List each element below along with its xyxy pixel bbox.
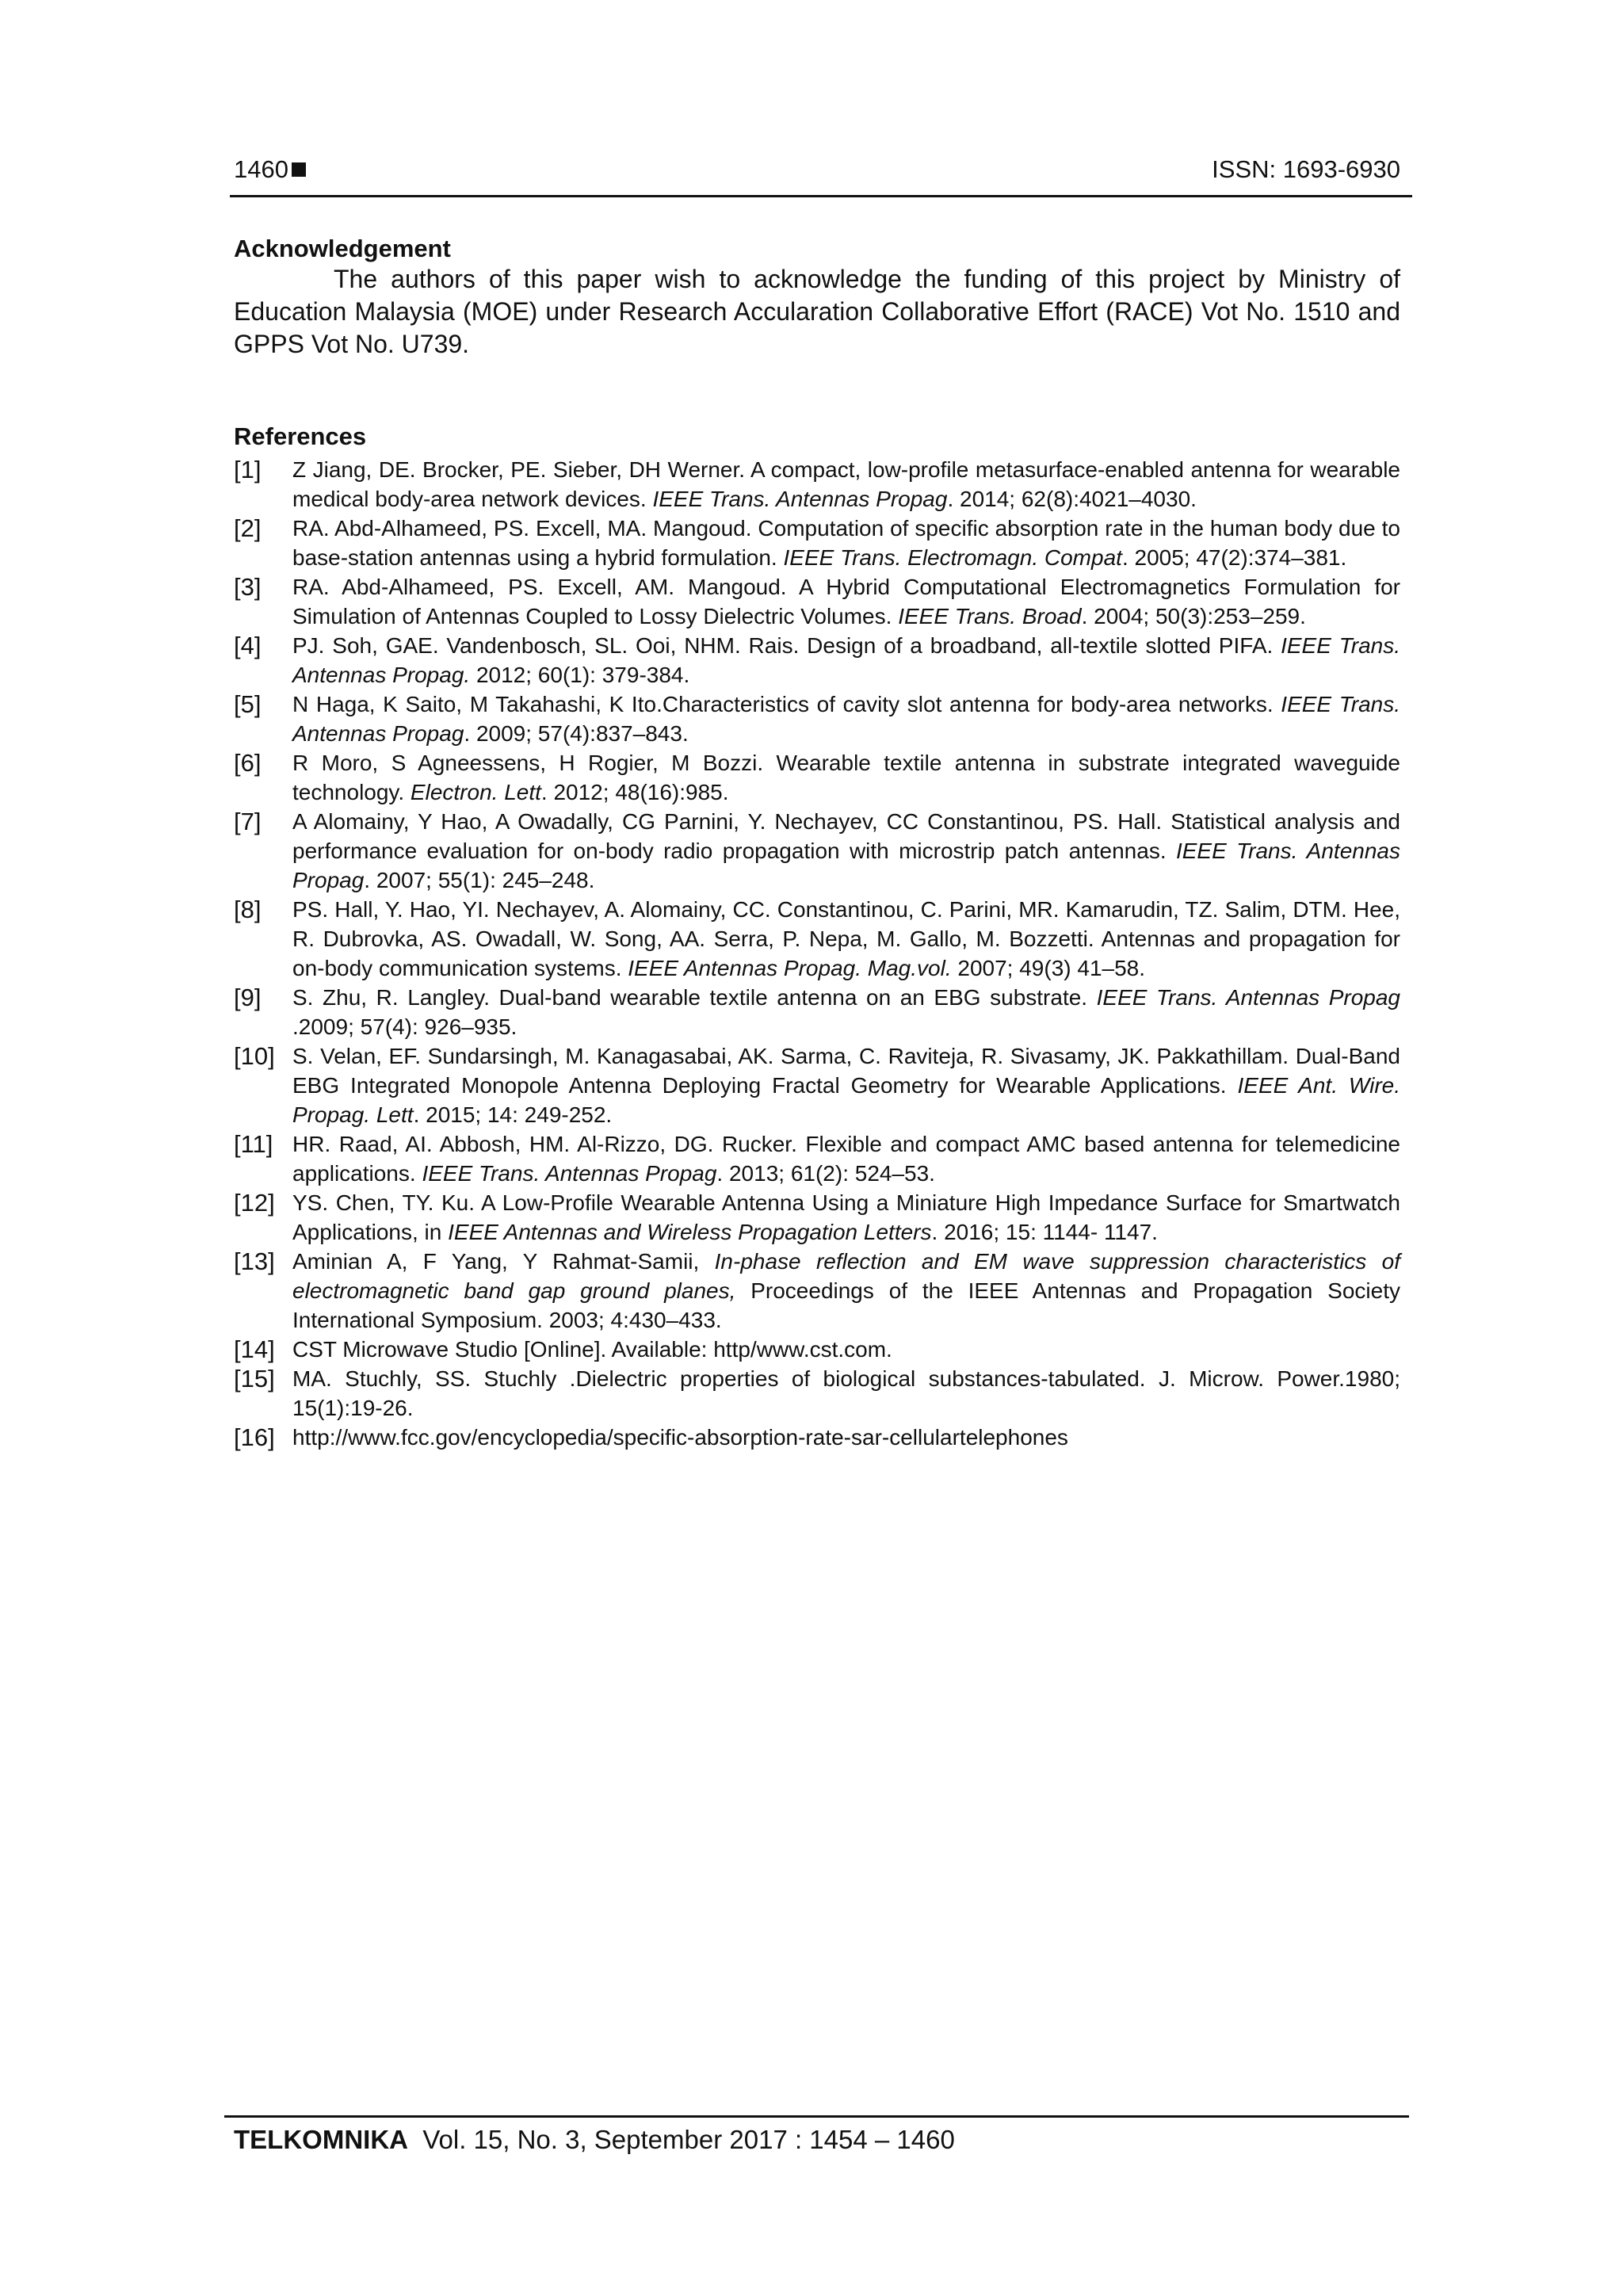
reference-text	[292, 455, 1400, 514]
references-section	[234, 422, 1400, 1452]
reference-item	[234, 1041, 1400, 1129]
reference-item	[234, 1129, 1400, 1188]
reference-authors-title: CST Microwave Studio [Online]. Available: http/www.cst.com.	[292, 1337, 892, 1362]
reference-authors-title: Aminian A, F Yang, Y Rahmat-Samii,	[292, 1249, 715, 1274]
reference-venue: IEEE Ant. Wire. Propag. Lett	[292, 1073, 1400, 1127]
reference-details: Proceedings of the IEEE Antennas and Propagation Society International Symposium. 2003; 4:430–433.	[292, 1278, 1400, 1332]
reference-item	[234, 983, 1400, 1041]
reference-number: [14]	[234, 1335, 275, 1363]
reference-number: [7]	[234, 808, 262, 835]
reference-text	[292, 748, 1400, 807]
reference-authors-title: YS. Chen, TY. Ku. A Low-Profile Wearable Antenna Using a Miniature High Impedance Surface for Smartwatch Applications, in	[292, 1190, 1400, 1244]
reference-item	[234, 572, 1400, 631]
reference-item	[234, 631, 1400, 690]
reference-details: . 2014; 62(8):4021–4030.	[947, 487, 1197, 511]
reference-venue: IEEE Antennas Propag. Mag.vol.	[628, 956, 952, 980]
reference-item	[234, 1335, 1400, 1364]
reference-number: [13]	[234, 1247, 275, 1275]
reference-details: . 2013; 61(2): 524–53.	[716, 1161, 935, 1186]
reference-item	[234, 1188, 1400, 1247]
reference-text	[292, 1041, 1400, 1129]
reference-authors-title: S. Zhu, R. Langley. Dual-band wearable textile antenna on an EBG substrate.	[292, 985, 1097, 1010]
reference-authors-title: R Moro, S Agneessens, H Rogier, M Bozzi. Wearable textile antenna in substrate integrated waveguide technology.	[292, 751, 1400, 804]
reference-venue: IEEE Antennas and Wireless Propagation Letters	[448, 1220, 932, 1244]
acknowledgement-section	[234, 235, 1400, 361]
reference-authors-title: A Alomainy, Y Hao, A Owadally, CG Parnini, Y. Nechayev, CC Constantinou, PS. Hall. Statistical analysis and performance evaluation for on-body radio propagation with microstrip patch antennas.	[292, 809, 1400, 863]
reference-item	[234, 1423, 1400, 1452]
reference-authors-title: http://www.fcc.gov/encyclopedia/specific-absorption-rate-sar-cellulartelephones	[292, 1425, 1068, 1450]
reference-text	[292, 1247, 1400, 1335]
reference-number: [16]	[234, 1423, 275, 1451]
reference-details: 2007; 49(3) 41–58.	[951, 956, 1146, 980]
reference-details: . 2005; 47(2):374–381.	[1121, 545, 1347, 570]
reference-number: [12]	[234, 1189, 275, 1217]
reference-text	[292, 1364, 1400, 1423]
reference-item	[234, 807, 1400, 895]
reference-number: [1]	[234, 456, 262, 483]
reference-authors-title: S. Velan, EF. Sundarsingh, M. Kanagasabai, AK. Sarma, C. Raviteja, R. Sivasamy, JK. Pakkathillam. Dual-Band EBG Integrated Monopole Antenna Deploying Fractal Geometry for Wearable Applications.	[292, 1044, 1400, 1098]
reference-authors-title: RA. Abd-Alhameed, PS. Excell, MA. Mangoud. Computation of specific absorption rate in the human body due to base-station antennas using a hybrid formulation.	[292, 516, 1400, 570]
reference-number: [3]	[234, 573, 262, 601]
reference-authors-title: RA. Abd-Alhameed, PS. Excell, AM. Mangoud. A Hybrid Computational Electromagnetics Formulation for Simulation of Antennas Coupled to Lossy Dielectric Volumes.	[292, 575, 1400, 628]
reference-authors-title: PJ. Soh, GAE. Vandenbosch, SL. Ooi, NHM. Rais. Design of a broadband, all-textile slotted PIFA.	[292, 633, 1281, 658]
page-footer	[234, 2125, 955, 2155]
page-header	[234, 155, 1400, 193]
reference-authors-title: PS. Hall, Y. Hao, YI. Nechayev, A. Alomainy, CC. Constantinou, C. Parini, MR. Kamarudin, TZ. Salim, DTM. Hee, R. Dubrovka, AS. Owadall, W. Song, AA. Serra, P. Nepa, M. Gallo, M. Bozzetti. Antennas and propagation for on-body communication systems.	[292, 897, 1400, 980]
reference-venue: IEEE Trans. Broad	[898, 604, 1082, 628]
reference-text	[292, 572, 1400, 631]
reference-text	[292, 1129, 1400, 1188]
reference-venue: IEEE Trans. Antennas Propag	[422, 1161, 717, 1186]
reference-text	[292, 807, 1400, 895]
reference-text	[292, 983, 1400, 1041]
header-rule	[230, 195, 1412, 197]
reference-number: [5]	[234, 690, 262, 718]
journal-name: TELKOMNIKA	[234, 2125, 408, 2154]
reference-item	[234, 895, 1400, 983]
reference-item	[234, 455, 1400, 514]
reference-number: [15]	[234, 1365, 275, 1392]
journal-citation: Vol. 15, No. 3, September 2017 : 1454 – 1460	[422, 2125, 955, 2154]
reference-text	[292, 895, 1400, 983]
footer-rule	[224, 2115, 1409, 2118]
reference-venue: IEEE Trans. Antennas Propag.	[292, 633, 1400, 687]
reference-details: . 2007; 55(1): 245–248.	[364, 868, 595, 892]
reference-details: .2009; 57(4): 926–935.	[292, 1014, 517, 1039]
references-heading: References	[234, 422, 367, 450]
acknowledgement-text: The authors of this paper wish to acknowledge the funding of this project by Ministry of Education Malaysia (MOE) under Research Accularation Collaborative Effort (RACE) Vot No. 1510 and GPPS Vot No. U739.	[234, 265, 1400, 358]
reference-venue: IEEE Trans. Antennas Propag	[652, 487, 948, 511]
reference-details: 2012; 60(1): 379-384.	[470, 663, 690, 687]
issn-label: ISSN: 1693-6930	[1212, 155, 1400, 183]
reference-details: . 2004; 50(3):253–259.	[1081, 604, 1306, 628]
reference-number: [10]	[234, 1042, 275, 1070]
reference-item	[234, 690, 1400, 748]
reference-details: . 2015; 14: 249-252.	[413, 1102, 613, 1127]
reference-text	[292, 690, 1400, 748]
reference-number: [2]	[234, 514, 262, 542]
reference-text	[292, 631, 1400, 690]
reference-list	[234, 455, 1400, 1452]
page-number: 1460	[234, 155, 306, 184]
reference-number: [4]	[234, 632, 262, 659]
reference-number: [11]	[234, 1130, 273, 1158]
square-bullet-icon	[292, 162, 306, 177]
reference-number: [8]	[234, 896, 262, 923]
reference-item	[234, 1247, 1400, 1335]
reference-details: . 2016; 15: 1144- 1147.	[931, 1220, 1158, 1244]
reference-item	[234, 1364, 1400, 1423]
reference-details: . 2012; 48(16):985.	[540, 780, 729, 804]
reference-authors-title: HR. Raad, AI. Abbosh, HM. Al-Rizzo, DG. Rucker. Flexible and compact AMC based antenna for telemedicine applications.	[292, 1132, 1400, 1186]
reference-item	[234, 514, 1400, 572]
reference-number: [6]	[234, 749, 262, 777]
reference-text	[292, 1335, 1400, 1364]
reference-authors-title: N Haga, K Saito, M Takahashi, K Ito.Characteristics of cavity slot antenna for body-area networks.	[292, 692, 1281, 716]
reference-authors-title: Z Jiang, DE. Brocker, PE. Sieber, DH Werner. A compact, low-profile metasurface-enabled antenna for wearable medical body-area network devices.	[292, 457, 1400, 511]
reference-details: . 2009; 57(4):837–843.	[464, 721, 689, 746]
reference-venue: IEEE Trans. Antennas Propag	[1096, 985, 1401, 1010]
reference-number: [9]	[234, 984, 262, 1011]
reference-venue: IEEE Trans. Antennas Propag	[292, 839, 1401, 892]
reference-text	[292, 1188, 1400, 1247]
reference-authors-title: MA. Stuchly, SS. Stuchly .Dielectric properties of biological substances-tabulated. J. Microw. Power.1980; 15(1):19-26.	[292, 1366, 1400, 1420]
reference-venue: Electron. Lett	[410, 780, 541, 804]
reference-text	[292, 514, 1400, 572]
acknowledgement-heading: Acknowledgement	[234, 235, 451, 262]
reference-venue: IEEE Trans. Antennas Propag	[292, 692, 1401, 746]
reference-text	[292, 1423, 1400, 1452]
reference-venue: IEEE Trans. Electromagn. Compat	[783, 545, 1122, 570]
reference-item	[234, 748, 1400, 807]
reference-venue: In-phase reflection and EM wave suppression characteristics of electromagnetic band gap ground planes,	[292, 1249, 1400, 1303]
